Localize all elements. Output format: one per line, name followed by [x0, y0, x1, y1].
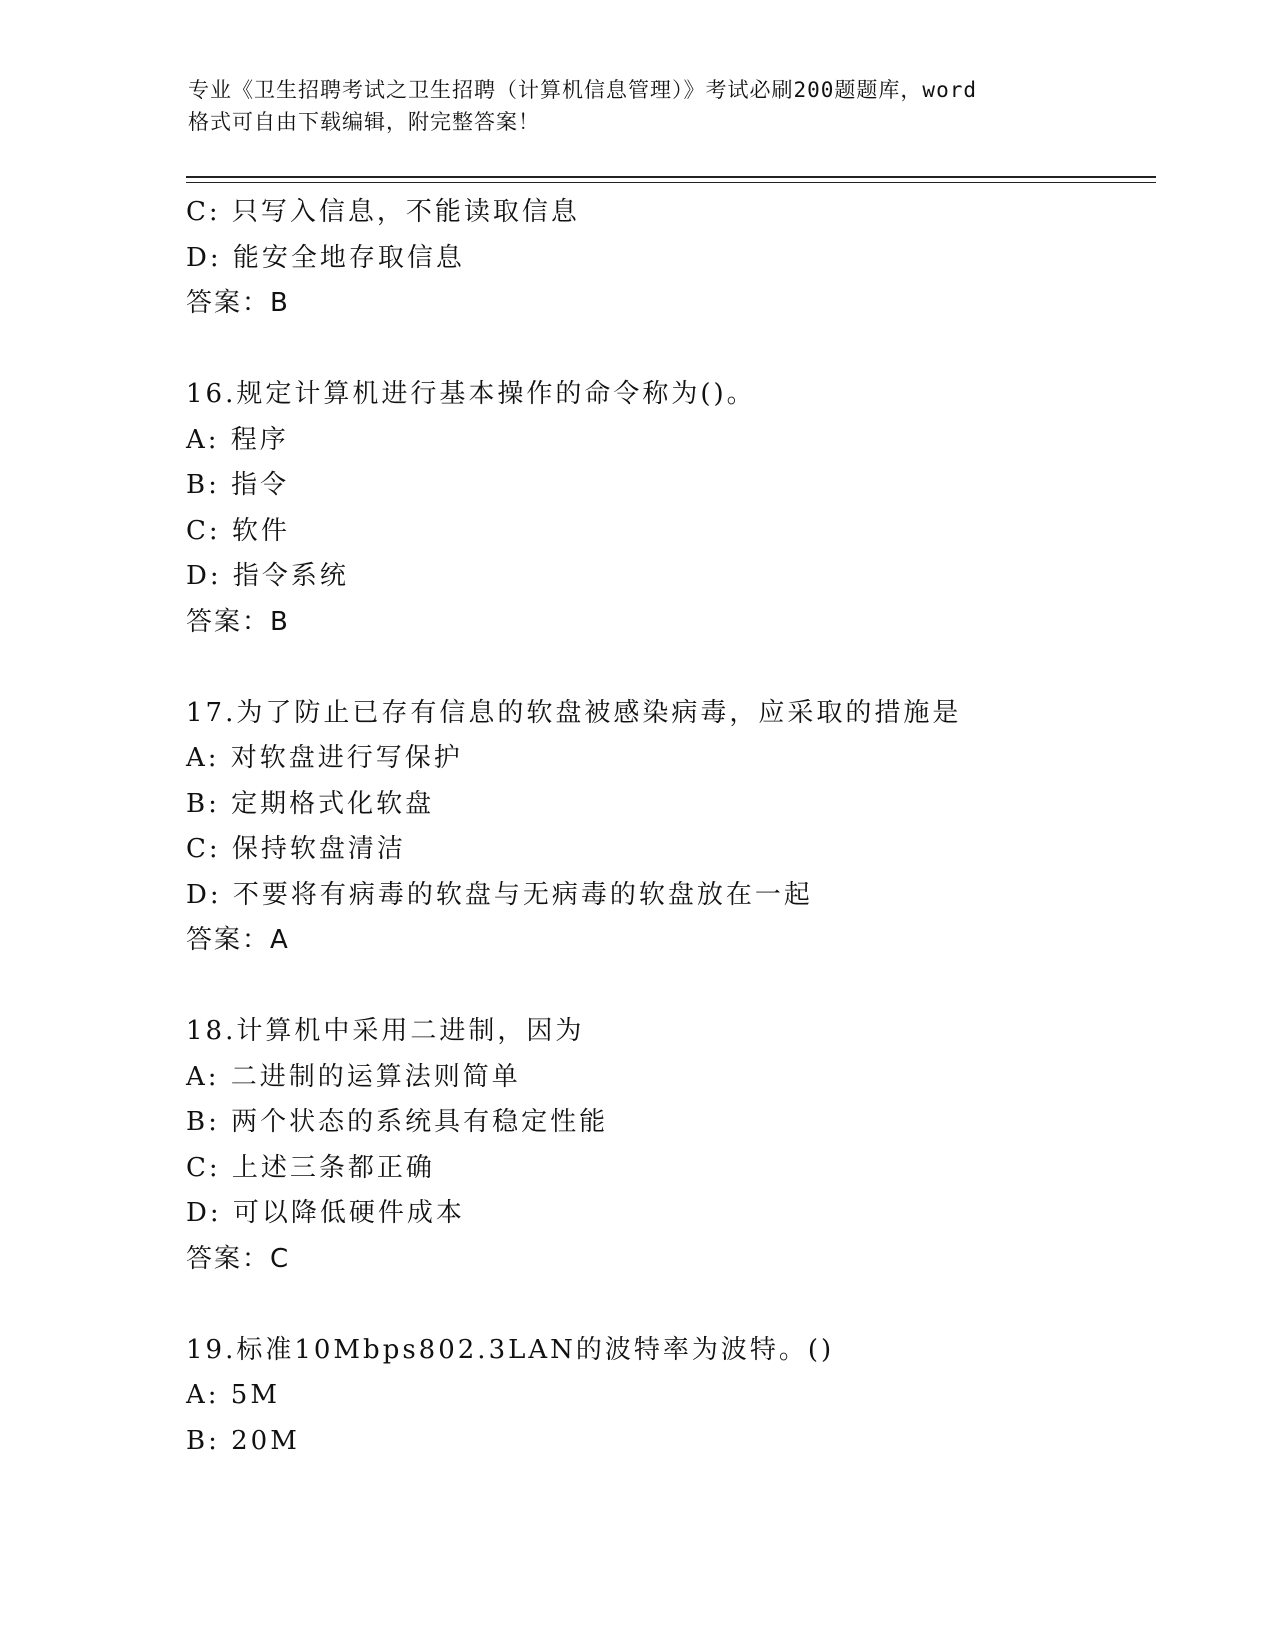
question-17-option-a: A: 对软盘进行写保护 — [186, 743, 463, 773]
question-17-option-d: D: 不要将有病毒的软盘与无病毒的软盘放在一起 — [186, 879, 813, 910]
question-18-option-a: A: 二进制的运算法则简单 — [186, 1061, 521, 1092]
question-15-option-c: C: 只写入信息，不能读取信息 — [186, 197, 580, 227]
question-18-stem: 18.计算机中采用二进制，因为 — [186, 1016, 585, 1046]
question-17-answer: 答案：A — [186, 925, 290, 955]
spacer — [186, 327, 1156, 373]
question-19-option-b: B: 20M — [186, 1425, 300, 1456]
question-18-answer: 答案：C — [186, 1243, 291, 1274]
question-19-option-a: A: 5M — [186, 1380, 280, 1410]
question-16-option-a: A: 程序 — [186, 424, 289, 455]
document-header — [188, 74, 1088, 138]
question-16-option-d: D: 指令系统 — [186, 561, 349, 591]
question-17-option-c: C: 保持软盘清洁 — [186, 834, 406, 864]
spacer — [186, 645, 1156, 691]
question-list — [186, 190, 1156, 1464]
question-18-option-d: D: 可以降低硬件成本 — [186, 1198, 465, 1228]
question-19-stem: 19.标准10Mbps802.3LAN的波特率为波特。() — [186, 1334, 835, 1365]
question-17-option-b: B: 定期格式化软盘 — [186, 788, 435, 819]
question-15-tail — [186, 190, 1156, 327]
spacer — [186, 1282, 1156, 1328]
question-16-stem: 16.规定计算机进行基本操作的命令称为()。 — [186, 379, 756, 409]
question-16 — [186, 372, 1156, 645]
header-divider-thick — [186, 176, 1156, 178]
question-15-option-d: D: 能安全地存取信息 — [186, 242, 465, 273]
question-16-answer: 答案：B — [186, 606, 290, 637]
header-title-line-2: 格式可自由下载编辑，附完整答案！ — [188, 110, 540, 134]
question-18-option-b: B: 两个状态的系统具有稳定性能 — [186, 1107, 609, 1137]
question-16-option-b: B: 指令 — [186, 470, 290, 500]
header-title-line-1: 专业《卫生招聘考试之卫生招聘（计算机信息管理）》考试必刷200题题库，word — [188, 78, 977, 102]
spacer — [186, 964, 1156, 1010]
question-19 — [186, 1328, 1156, 1465]
header-divider-thin — [186, 182, 1156, 183]
question-17 — [186, 691, 1156, 964]
question-17-stem: 17.为了防止已存有信息的软盘被感染病毒，应采取的措施是 — [186, 697, 962, 728]
question-16-option-c: C: 软件 — [186, 515, 290, 546]
question-18 — [186, 1009, 1156, 1282]
question-18-option-c: C: 上述三条都正确 — [186, 1152, 435, 1183]
question-15-answer: 答案：B — [186, 288, 290, 318]
